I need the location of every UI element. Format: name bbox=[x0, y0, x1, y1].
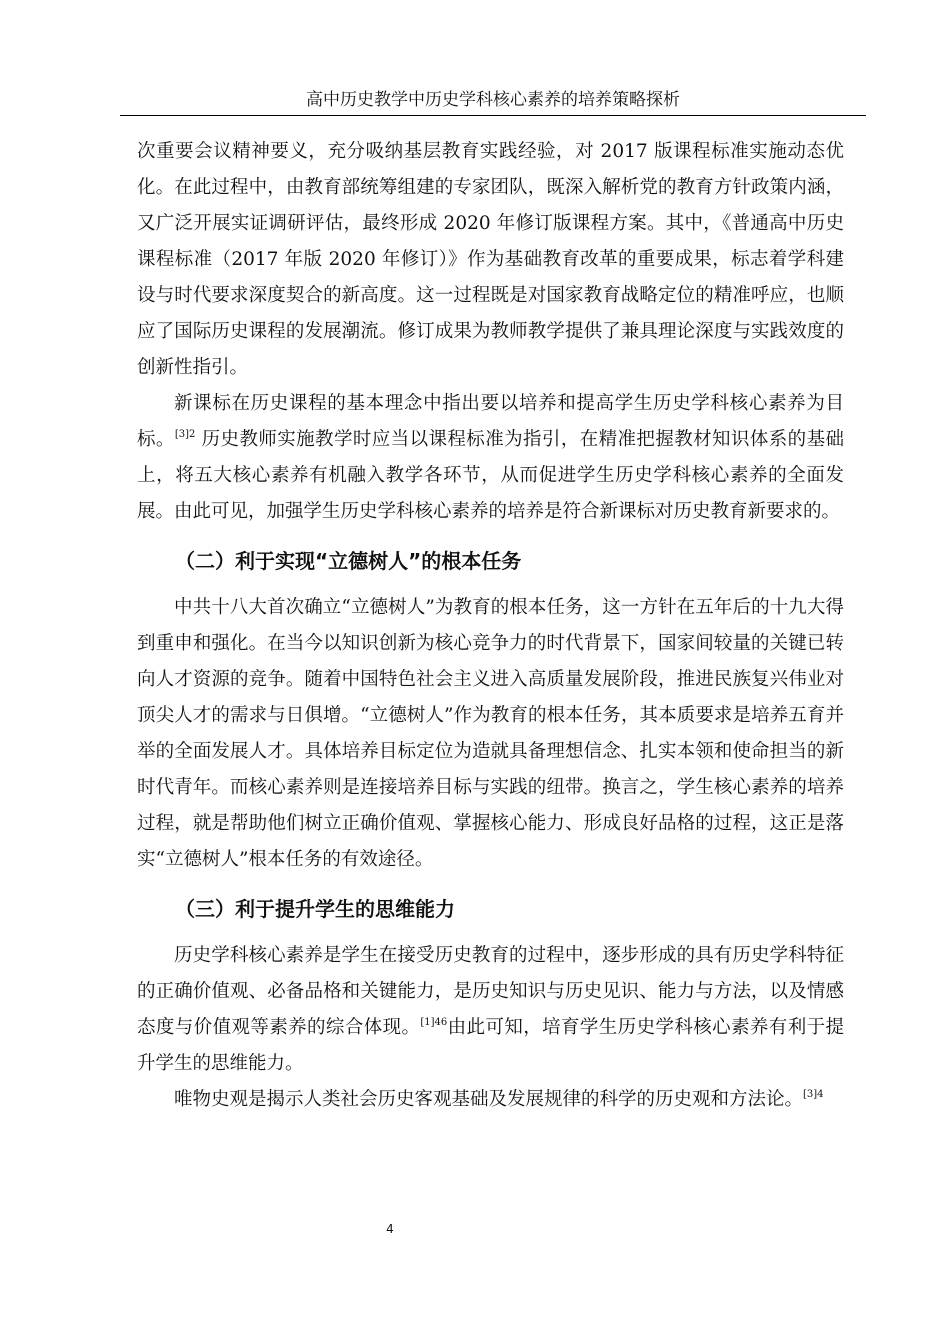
section-heading-3: （三）利于提升学生的思维能力 bbox=[175, 897, 455, 921]
paragraph-historical-materialism bbox=[137, 1082, 844, 1118]
citation-reference: [1]46 bbox=[420, 1017, 448, 1028]
citation-reference: [3]2 bbox=[174, 429, 196, 440]
paragraph-new-standard bbox=[137, 386, 844, 530]
paragraph-text: 由此可知，培育学生历史学科核心素养有利于提升学生的思维能力。 bbox=[137, 1017, 844, 1074]
paragraph-text: 新课标在历史课程的基本理念中指出要以培养和提高学生历史学科核心素养为目标。 bbox=[137, 393, 844, 450]
document-body bbox=[137, 134, 844, 1118]
section-heading-2: （二）利于实现“立德树人”的根本任务 bbox=[175, 549, 522, 573]
paragraph-text: 历史学科核心素养是学生在接受历史教育的过程中，逐步形成的具有历史学科特征的正确价值观、必备品格和关键能力，是历史知识与历史见识、能力与方法，以及情感态度与价值观等素养的综合体现。 bbox=[137, 945, 844, 1038]
paragraph-text: 唯物史观是揭示人类社会历史客观基础及发展规律的科学的历史观和方法论。 bbox=[174, 1089, 804, 1110]
page-number: 4 bbox=[386, 1222, 394, 1236]
header-divider bbox=[120, 115, 866, 116]
paragraph-lide-shuren: 中共十八大首次确立“立德树人”为教育的根本任务，这一方针在五年后的十九大得到重申和强化。在当今以知识创新为核心竞争力的时代背景下，国家间较量的关键已转向人才资源的竞争。随着中国特色社会主义进入高质量发展阶段，推进民族复兴伟业对顶尖人才的需求与日俱增。“立德树人”作为教育的根本任务，其本质要求是培养五育并举的全面发展人才。具体培养目标定位为造就具备理想信念、扎实本领和使命担当的新时代青年。而核心素养则是连接培养目标与实践的纽带。换言之，学生核心素养的培养过程，就是帮助他们树立正确价值观、掌握核心能力、形成良好品格的过程，这正是落实“立德树人”根本任务的有效途径。 bbox=[137, 597, 844, 870]
paragraph-curriculum-revision: 次重要会议精神要义，充分吸纳基层教育实践经验，对 2017 版课程标准实施动态优化。在此过程中，由教育部统筹组建的专家团队，既深入解析党的教育方针政策内涵，又广泛开展实证调研评估，最终形成 2020 年修订版课程方案。其中，《普通高中历史课程标准（2017 年版 2020 年修订）》作为基础教育改革的重要成果，标志着学科建设与时代要求深度契合的新高度。这一过程既是对国家教育战略定位的精准呼应，也顺应了国际历史课程的发展潮流。修订成果为教师教学提供了兼具理论深度与实践效度的创新性指引。 bbox=[137, 141, 844, 378]
citation-reference: [3]4 bbox=[803, 1089, 824, 1100]
paragraph-text: 历史教师实施教学时应当以课程标准为指引，在精准把握教材知识体系的基础上，将五大核心素养有机融入教学各环节，从而促进学生历史学科核心素养的全面发展。由此可见，加强学生历史学科核心素养的培养是符合新课标对历史教育新要求的。 bbox=[137, 429, 844, 522]
paragraph-core-literacy bbox=[137, 938, 844, 1082]
page-header-title: 高中历史教学中历史学科核心素养的培养策略探析 bbox=[306, 90, 680, 110]
